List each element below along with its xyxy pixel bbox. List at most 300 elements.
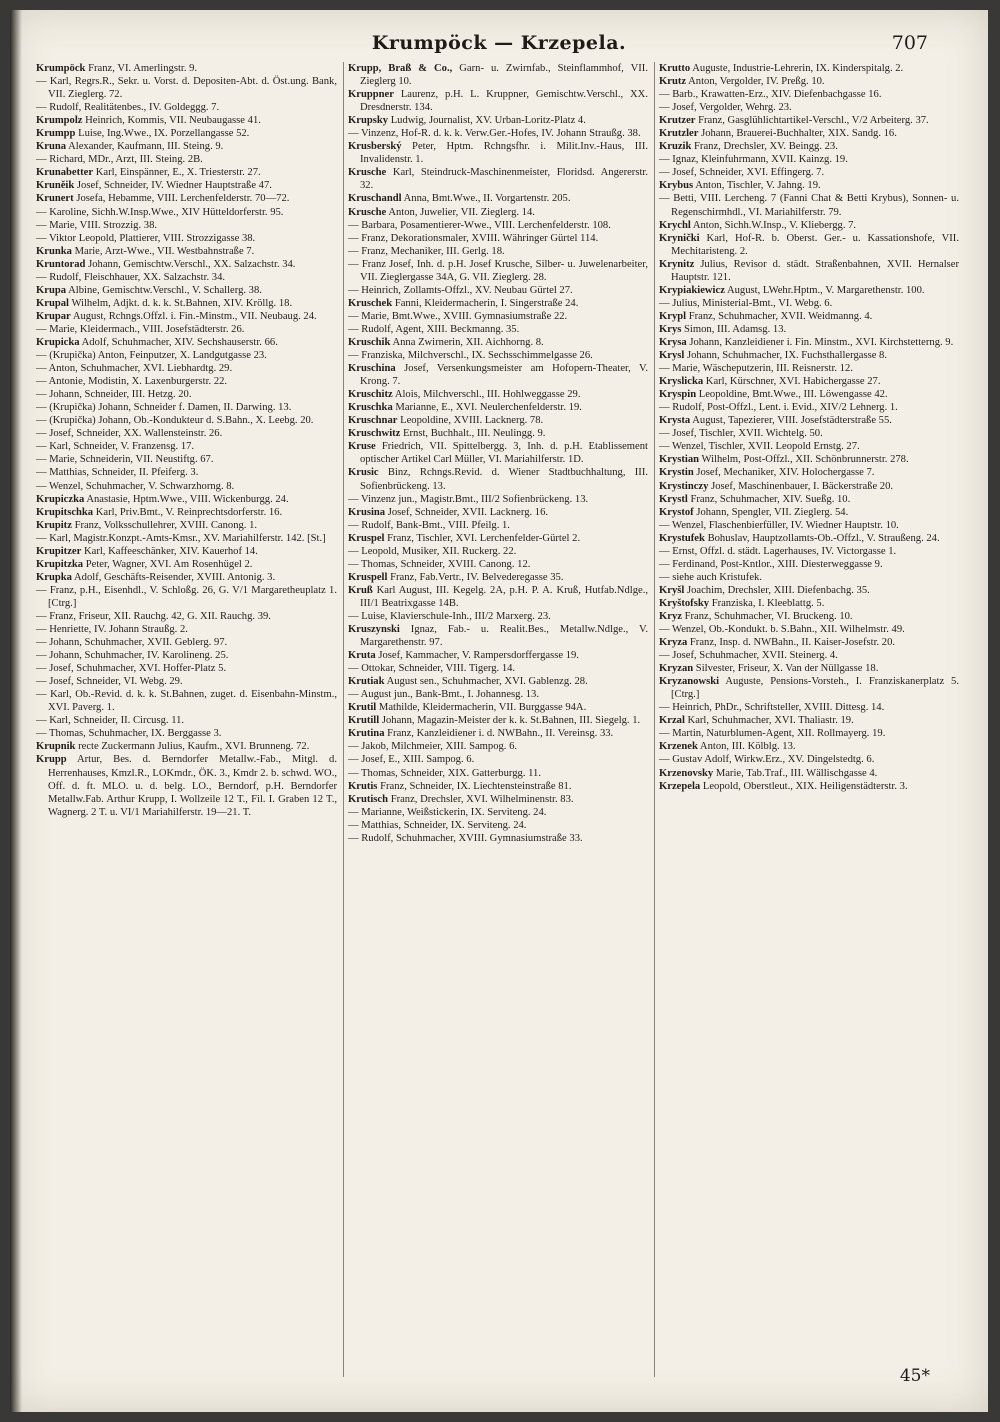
entry-details: Friedrich, VII. Spittelbergg. 3, Inh. d. p.H. Etablissement optischer Artikel Carl Müller, VI. Mariahilferstr. 1D.: [360, 441, 648, 466]
entry-details: Franz, Tischler, XVI. Lerchenfelder-Gürtel 2.: [387, 532, 581, 544]
directory-entry: [348, 362, 648, 388]
entry-surname: Krupsky: [348, 115, 389, 127]
directory-entry: [348, 610, 648, 623]
entry-surname: Krusberský: [348, 141, 402, 153]
page-header: [10, 32, 988, 62]
entry-surname: Kruschina: [348, 363, 396, 375]
directory-entry: [36, 349, 337, 362]
entry-details: Garn- u. Zwirnfab., Steinflammhof, VII. Zieglerg 10.: [360, 63, 648, 88]
directory-entry: [36, 493, 337, 506]
directory-entry: [36, 336, 337, 349]
entry-details: — Marie, Wäscheputzerin, III. Reisnerstr. 12.: [659, 363, 853, 375]
directory-entry: [348, 623, 648, 649]
directory-entry: [36, 232, 337, 245]
entry-details: Anna Zwirnerin, XII. Aichhorng. 8.: [392, 336, 544, 348]
directory-entry: [659, 232, 959, 258]
entry-surname: Krutiak: [348, 676, 385, 688]
entry-details: Mathilde, Kleidermacherin, VII. Burggasse 94A.: [378, 702, 587, 714]
entry-surname: Krzenovsky: [659, 767, 714, 779]
entry-details: — Josef, Schneider, VI. Webg. 29.: [36, 676, 183, 688]
entry-surname: Krystufek: [659, 532, 705, 544]
entry-surname: Krunka: [36, 245, 72, 257]
entry-details: Johann, Kanzleidiener i. Fin. Minstm., XVI. Kirchstetterng. 9.: [689, 336, 954, 348]
entry-details: — Wenzel, Schuhmacher, V. Schwarzhorng. 8.: [36, 480, 235, 492]
entry-surname: Krusche: [348, 206, 387, 218]
directory-entry: [659, 297, 959, 310]
entry-details: — Luise, Klavierschule-Inh., III/2 Marxerg. 23.: [348, 610, 551, 622]
entry-details: Anton, III. Kölblg. 13.: [699, 741, 796, 753]
directory-entry: [348, 140, 648, 166]
entry-surname: Kryza: [659, 637, 688, 649]
entry-surname: Krystl: [659, 493, 688, 505]
entry-details: Franz, VI. Amerlingstr. 9.: [88, 63, 198, 74]
entry-details: — (Krupička) Anton, Feinputzer, X. Landgutgasse 23.: [36, 350, 267, 362]
directory-entry: [659, 662, 959, 675]
directory-entry: [348, 819, 648, 832]
directory-entry: [36, 558, 337, 571]
directory-entry: [348, 310, 648, 323]
directory-entry: [36, 740, 337, 753]
directory-entry: [659, 519, 959, 532]
entry-details: Anton, Sichh.W.Insp., V. Kliebergg. 7.: [692, 219, 857, 231]
entry-details: — Rudolf, Schuhmacher, XVIII. Gymnasiumstraße 33.: [348, 832, 583, 844]
entry-details: — Heinrich, Zollamts-Offzl., XV. Neubau Gürtel 27.: [348, 284, 573, 296]
directory-entry: [348, 740, 648, 753]
directory-entry: [659, 127, 959, 140]
directory-entry: [659, 780, 959, 793]
entry-details: August, Rchngs.Offzl. i. Fin.-Minstm., VII. Neubaug. 24.: [72, 310, 317, 322]
entry-surname: Krypl: [659, 310, 687, 322]
entry-details: Simon, III. Adamsg. 13.: [684, 323, 787, 335]
directory-entry: [348, 571, 648, 584]
entry-details: — Franz, p.H., Eisenhdl., V. Schloßg. 26, G. V/1 Margaretheuplatz 1. [Ctrg.]: [36, 584, 337, 609]
directory-entry: [36, 727, 337, 740]
directory-entry: [348, 519, 648, 532]
entry-details: Laurenz, p.H. L. Kruppner, Gemischtw.Verschl., XX. Dresdnerstr. 134.: [360, 89, 648, 114]
entry-surname: Krupnik: [36, 741, 76, 753]
directory-entry: [659, 88, 959, 101]
entry-details: Silvester, Friseur, X. Van der Nüllgasse 18.: [695, 663, 879, 675]
entry-details: — Thomas, Schneider, XVIII. Canong. 12.: [348, 558, 531, 570]
directory-entry: [348, 584, 648, 610]
directory-entry: [659, 767, 959, 780]
entry-surname: Krupitschka: [36, 506, 94, 518]
directory-entry: [659, 388, 959, 401]
directory-entry: [659, 597, 959, 610]
entry-surname: Kryzan: [659, 663, 694, 675]
entry-details: — Antonie, Modistin, X. Laxenburgerstr. 22.: [36, 376, 228, 388]
entry-details: Anna, Bmt.Wwe., II. Vorgartenstr. 205.: [403, 193, 571, 205]
entry-details: — Matthias, Schneider, IX. Serviteng. 24.: [348, 819, 527, 831]
entry-surname: Krumpp: [36, 128, 76, 140]
directory-entry: [36, 519, 337, 532]
directory-entry: [348, 88, 648, 114]
entry-details: — Josef, Schuhmacher, XVI. Hoffer-Platz 5.: [36, 663, 227, 675]
entry-surname: Krysta: [659, 415, 691, 427]
entry-details: Franz, Fab.Vertr., IV. Belvederegasse 35.: [390, 571, 564, 583]
directory-entry: [348, 832, 648, 845]
directory-entry: [659, 506, 959, 519]
entry-surname: Krzenek: [659, 741, 698, 753]
entry-details: Luise, Ing.Wwe., IX. Porzellangasse 52.: [78, 128, 250, 140]
directory-entry: [659, 610, 959, 623]
directory-entry: [36, 140, 337, 153]
directory-entry: [348, 466, 648, 492]
entry-details: — Franziska, Milchverschl., IX. Sechsschimmelgasse 26.: [348, 350, 593, 362]
directory-entry: [36, 127, 337, 140]
entry-surname: Krychl: [659, 219, 691, 231]
entry-details: Franz, Schuhmacher, VI. Bruckeng. 10.: [684, 610, 853, 622]
entry-details: — Henriette, IV. Johann Straußg. 2.: [36, 624, 188, 636]
entry-details: Wilhelm, Adjkt. d. k. k. St.Bahnen, XIV. Kröllg. 18.: [71, 297, 293, 309]
entry-surname: Kruse: [348, 441, 376, 453]
directory-entry: [348, 688, 648, 701]
entry-details: Karl, Kaffeeschänker, XIV. Kauerhof 14.: [83, 545, 258, 557]
directory-entry: [36, 480, 337, 493]
entry-details: Josef, Kammacher, V. Rampersdorffergasse 19.: [378, 650, 579, 662]
directory-entry: [659, 740, 959, 753]
directory-entry: [36, 532, 337, 545]
directory-entry: [659, 336, 959, 349]
directory-entry: [659, 362, 959, 375]
entry-details: Ignaz, Fab.- u. Realit.Bes., Metallw.Ndlge., V. Margarethenstr. 97.: [360, 624, 648, 649]
entry-surname: Krupal: [36, 297, 69, 309]
directory-entry: [348, 232, 648, 245]
entry-details: — Wenzel, Tischler, XVII. Leopold Ernstg. 27.: [659, 441, 860, 453]
entry-surname: Krysa: [659, 336, 687, 348]
entry-details: Franz, Schuhmacher, XVII. Weidmanng. 4.: [688, 310, 873, 322]
entry-details: Marianne, E., XVI. Neulerchenfelderstr. 19.: [395, 402, 582, 414]
directory-entry: [36, 284, 337, 297]
entry-surname: Krzal: [659, 715, 685, 727]
entry-details: Alois, Milchverschl., III. Hohlweggasse 29.: [394, 389, 581, 401]
entry-surname: Krupp, Braß & Co.,: [348, 63, 453, 74]
directory-entry: [659, 375, 959, 388]
entry-details: — Josef, E., XIII. Sampog. 6.: [348, 754, 475, 766]
column-left: [32, 62, 343, 1377]
directory-entry: [659, 258, 959, 284]
entry-details: — Barb., Krawatten-Erz., XIV. Diefenbachgasse 16.: [659, 89, 882, 101]
entry-surname: Krupicka: [36, 336, 80, 348]
directory-entry: [348, 336, 648, 349]
entry-details: — Josef, Vergolder, Wehrg. 23.: [659, 102, 792, 114]
directory-entry: [659, 179, 959, 192]
directory-entry: [659, 140, 959, 153]
directory-entry: [36, 114, 337, 127]
entry-details: Anastasie, Hptm.Wwe., VIII. Wickenburgg. 24.: [86, 493, 289, 505]
directory-entry: [36, 297, 337, 310]
entry-surname: Krutto: [659, 63, 691, 74]
entry-surname: Krysl: [659, 350, 685, 362]
directory-entry: [348, 806, 648, 819]
directory-entry: [348, 649, 648, 662]
entry-surname: Krupiczka: [36, 493, 85, 505]
entry-details: Johann, Brauerei-Buchhalter, XIX. Sandg. 16.: [701, 128, 897, 140]
directory-entry: [348, 532, 648, 545]
directory-entry: [348, 753, 648, 766]
entry-surname: Krutina: [348, 728, 385, 740]
entry-details: — Rudolf, Realitätenbes., IV. Goldeggg. 7.: [36, 102, 220, 114]
entry-surname: Kruněik: [36, 180, 75, 192]
directory-entry: [36, 166, 337, 179]
entry-details: Karl, Kürschner, XVI. Habichergasse 27.: [705, 376, 881, 388]
entry-details: — Jakob, Milchmeier, XIII. Sampog. 6.: [348, 741, 518, 753]
entry-details: Franz, Schuhmacher, XIV. Sueßg. 10.: [690, 493, 851, 505]
entry-surname: Krutisch: [348, 793, 389, 805]
entry-details: — Franz, Friseur, XII. Rauchg. 42, G. XII. Rauchg. 39.: [36, 610, 271, 622]
entry-details: — Vinzenz, Hof-R. d. k. k. Verw.Ger.-Hofes, IV. Johann Straußg. 38.: [348, 128, 641, 140]
entry-details: Leopold, Oberstleut., XIX. Heiligenstädterstr. 3.: [702, 780, 908, 792]
entry-surname: Krupar: [36, 310, 71, 322]
directory-entry: [659, 623, 959, 636]
entry-details: — Franz, Dekorationsmaler, XVIII. Währinger Gürtel 114.: [348, 232, 599, 244]
directory-entry: [36, 610, 337, 623]
directory-entry: [36, 545, 337, 558]
entry-details: — Barbara, Posamentierer-Wwe., VIII. Lerchenfelderstr. 108.: [348, 219, 611, 231]
directory-entry: [659, 714, 959, 727]
directory-entry: [348, 414, 648, 427]
directory-entry: [659, 558, 959, 571]
page-title: Krumpöck — Krzepela.: [371, 32, 627, 54]
entry-details: Karl, Schuhmacher, XVI. Thaliastr. 19.: [687, 715, 854, 727]
entry-surname: Krunert: [36, 193, 74, 205]
entry-surname: Krupitzka: [36, 558, 84, 570]
directory-entry: [348, 245, 648, 258]
entry-details: Franz, Drechsler, XV. Beingg. 23.: [694, 141, 838, 153]
directory-entry: [36, 427, 337, 440]
entry-details: — Karl, Schneider, II. Circusg. 11.: [36, 715, 185, 727]
entry-surname: Krupa: [36, 284, 67, 296]
entry-details: Anton, Vergolder, IV. Preßg. 10.: [688, 76, 825, 88]
entry-details: Karl, Steindruck-Maschinenmeister, Floridsd. Angererstr. 32.: [360, 167, 648, 192]
entry-surname: Kruß: [348, 584, 373, 596]
directory-entry: [659, 284, 959, 297]
directory-entry: [348, 558, 648, 571]
entry-details: Franz, Drechsler, XVI. Wilhelminenstr. 83.: [390, 793, 574, 805]
directory-entry: [36, 62, 337, 75]
entry-details: Ernst, Buchhalt., III. Neulingg. 9.: [403, 428, 546, 440]
entry-surname: Krunabetter: [36, 167, 94, 179]
entry-details: — Rudolf, Agent, XIII. Beckmanng. 35.: [348, 323, 520, 335]
directory-entry: [36, 153, 337, 166]
directory-entry: [36, 440, 337, 453]
entry-surname: Kruta: [348, 650, 376, 662]
directory-entry: [659, 675, 959, 701]
directory-entry: [659, 571, 959, 584]
directory-entry: [36, 623, 337, 636]
entry-details: — Wenzel, Ob.-Kondukt. b. S.Bahn., XII. Wilhelmstr. 49.: [659, 624, 905, 636]
entry-details: Peter, Wagner, XVI. Am Rosenhügel 2.: [85, 558, 253, 570]
directory-entry: [348, 166, 648, 192]
entry-details: — Leopold, Musiker, XII. Ruckerg. 22.: [348, 545, 517, 557]
entry-details: — Marie, Schneiderin, VII. Neustiftg. 67.: [36, 454, 214, 466]
entry-surname: Kruspell: [348, 571, 388, 583]
entry-surname: Krumpolz: [36, 115, 83, 127]
directory-entry: [348, 401, 648, 414]
entry-details: Adolf, Geschäfts-Reisender, XVIII. Antonig. 3.: [74, 571, 276, 583]
directory-entry: [659, 114, 959, 127]
directory-entry: [348, 427, 648, 440]
entry-surname: Kryz: [659, 610, 682, 622]
entry-surname: Krystian: [659, 454, 700, 466]
directory-entry: [36, 75, 337, 101]
directory-entry: [36, 401, 337, 414]
entry-details: — Rudolf, Fleischhauer, XX. Salzachstr. 34.: [36, 271, 226, 283]
directory-entry: [659, 192, 959, 218]
entry-details: — Martin, Naturblumen-Agent, XII. Rollmayerg. 19.: [659, 728, 886, 740]
entry-details: — (Krupička) Johann, Schneider f. Damen, II. Darwing. 13.: [36, 402, 292, 414]
entry-surname: Kruzik: [659, 141, 692, 153]
directory-entry: [659, 323, 959, 336]
page-number: 707: [891, 32, 928, 54]
entry-surname: Kryšl: [659, 584, 685, 596]
entry-details: — Franz, Mechaniker, III. Gerlg. 18.: [348, 245, 505, 257]
entry-details: Bohuslav, Hauptzollamts-Ob.-Offzl., V. Straußeng. 24.: [707, 532, 940, 544]
directory-entry: [659, 166, 959, 179]
entry-details: Josef, Versenkungsmeister am Hofopern-Theater, V. Krong. 7.: [360, 363, 648, 388]
entry-details: Albine, Gemischtw.Verschl., V. Schallerg. 38.: [68, 284, 262, 296]
entry-details: — Ernst, Offzl. d. städt. Lagerhauses, IV. Victorgasse 1.: [659, 545, 897, 557]
directory-entry: [36, 362, 337, 375]
entry-details: Leopoldine, Bmt.Wwe., III. Löwengasse 42.: [698, 389, 888, 401]
entry-columns: [32, 62, 966, 1377]
directory-entry: [348, 506, 648, 519]
directory-entry: [36, 753, 337, 818]
entry-details: Franz, Gasglühlichtartikel-Verschl., V/2 Arbeiterg. 37.: [698, 115, 929, 127]
entry-surname: Krutill: [348, 715, 380, 727]
entry-details: Karl, Einspänner, E., X. Triesterstr. 27.: [95, 167, 261, 179]
directory-entry: [659, 545, 959, 558]
directory-entry: [659, 532, 959, 545]
directory-entry: [659, 466, 959, 479]
entry-details: — Thomas, Schneider, XIX. Gatterburgg. 11.: [348, 767, 541, 779]
directory-entry: [659, 584, 959, 597]
entry-details: — Karl, Magistr.Konzpt.-Amts-Kmsr., XV. Mariahilferstr. 142. [St.]: [36, 532, 326, 544]
directory-entry: [348, 675, 648, 688]
directory-entry: [348, 545, 648, 558]
directory-entry: [348, 127, 648, 140]
entry-surname: Krynitz: [659, 258, 695, 270]
entry-details: — Johann, Schuhmacher, XVII. Geblerg. 97.: [36, 637, 228, 649]
entry-surname: Kruppner: [348, 89, 394, 101]
directory-entry: [659, 219, 959, 232]
entry-details: — Anton, Schuhmacher, XVI. Liebhardtg. 29.: [36, 363, 233, 375]
entry-details: Karl August, III. Kegelg. 2A, p.H. P. A. Kruß, Hutfab.Ndlge., III/1 Beatrixgasse 14B.: [360, 584, 648, 609]
directory-entry: [36, 649, 337, 662]
directory-entry: [36, 271, 337, 284]
entry-details: Ludwig, Journalist, XV. Urban-Loritz-Platz 4.: [390, 115, 586, 127]
entry-details: Marie, Tab.Traf., III. Wällischgasse 4.: [715, 767, 878, 779]
entry-details: — Wenzel, Flaschenbierfüller, IV. Wiedner Hauptstr. 10.: [659, 519, 899, 531]
directory-entry: [36, 192, 337, 205]
entry-details: — Marie, Bmt.Wwe., XVIII. Gymnasiumstraße 22.: [348, 310, 568, 322]
entry-details: — Franz Josef, Inh. d. p.H. Josef Krusche, Silber- u. Juwelenarbeiter, VII. Zieglergasse 34A, G. VII. Zieglerg. 28.: [348, 258, 648, 283]
directory-entry: [348, 714, 648, 727]
directory-entry: [36, 636, 337, 649]
entry-details: Leopoldine, XVIII. Lacknerg. 78.: [400, 415, 544, 427]
entry-surname: Krynički: [659, 232, 700, 244]
directory-entry: [659, 636, 959, 649]
entry-details: — Julius, Ministerial-Bmt., VI. Webg. 6.: [659, 297, 833, 309]
entry-details: Auguste, Pensions-Vorsteh., I. Franziskanerplatz 5. [Ctrg.]: [671, 676, 959, 701]
entry-surname: Krystin: [659, 467, 694, 479]
entry-details: — Rudolf, Post-Offzl., Lent. i. Evid., XIV/2 Lehnerg. 1.: [659, 402, 898, 414]
entry-details: — Josef, Tischler, XVII. Wichtelg. 50.: [659, 428, 823, 440]
column-middle: [343, 62, 654, 1377]
entry-surname: Krybus: [659, 180, 694, 192]
entry-surname: Krutzer: [659, 115, 696, 127]
entry-details: Karl, Priv.Bmt., V. Reinprechtsdorferstr. 16.: [95, 506, 283, 518]
entry-surname: Kruschnar: [348, 415, 398, 427]
directory-entry: [36, 688, 337, 714]
entry-surname: Krutis: [348, 780, 378, 792]
directory-entry: [36, 714, 337, 727]
entry-surname: Kryštofsky: [659, 597, 710, 609]
directory-entry: [348, 440, 648, 466]
entry-surname: Kryslicka: [659, 376, 704, 388]
directory-entry: [348, 793, 648, 806]
entry-details: Franz, Schneider, IX. Liechtensteinstraße 81.: [380, 780, 572, 792]
directory-entry: [36, 388, 337, 401]
directory-entry: [348, 727, 648, 740]
directory-entry: [348, 388, 648, 401]
entry-details: — Ferdinand, Post-Kntlor., XIII. Diesterweggasse 9.: [659, 558, 883, 570]
directory-entry: [348, 114, 648, 127]
entry-details: Franz, Volksschullehrer, XVIII. Canong. 1.: [74, 519, 258, 531]
directory-entry: [348, 701, 648, 714]
directory-entry: [348, 206, 648, 219]
entry-details: Johann, Schuhmacher, IX. Fuchsthallergasse 8.: [686, 350, 887, 362]
directory-entry: [348, 284, 648, 297]
directory-entry: [36, 323, 337, 336]
entry-details: Auguste, Industrie-Lehrerin, IX. Kinderspitalg. 2.: [692, 63, 904, 74]
entry-details: Artur, Bes. d. Berndorfer Metallw.-Fab., Mitgl. d. Herrenhauses, Kmzl.R., LOKmdr., ÖK. 3., Kmdr 2. b. schwd. WO., Off. d. ft. MLO. u. d. belg. LO., Berndorf, p.H. Berndorfer Metallw.Fab. Arthur Krupp, I. Wollzeile 12 T., Fil. I. Graben 12 T., Wagnerg. 2 T. u. VI/1 Mariahilferstr. 19—21. T.: [48, 754, 337, 818]
directory-entry: [659, 101, 959, 114]
entry-details: — Marie, Kleidermach., VIII. Josefstädterstr. 26.: [36, 323, 245, 335]
entry-details: August, Tapezierer, VIII. Josefstädterstraße 55.: [692, 415, 892, 427]
directory-entry: [36, 179, 337, 192]
entry-surname: Krystof: [659, 506, 694, 518]
entry-details: — Betti, VIII. Lercheng. 7 (Fanni Chat & Betti Krybus), Sonnen- u. Regenschirmhdl., VI. Mariahilferstr. 79.: [659, 193, 959, 218]
directory-entry: [659, 349, 959, 362]
directory-entry: [36, 310, 337, 323]
entry-surname: Kruspel: [348, 532, 385, 544]
directory-entry: [348, 297, 648, 310]
entry-details: — Richard, MDr., Arzt, III. Steing. 2B.: [36, 154, 203, 166]
directory-entry: [659, 649, 959, 662]
entry-surname: Kruschwitz: [348, 428, 401, 440]
directory-entry: [659, 480, 959, 493]
entry-details: — Marie, VIII. Strozzig. 38.: [36, 219, 158, 231]
entry-surname: Krutil: [348, 702, 377, 714]
directory-entry: [348, 767, 648, 780]
entry-details: Heinrich, Kommis, VII. Neubaugasse 41.: [85, 115, 261, 127]
entry-details: Anton, Tischler, V. Jahng. 19.: [695, 180, 821, 192]
entry-surname: Kruschandl: [348, 193, 402, 205]
directory-entry: [659, 493, 959, 506]
directory-entry: [659, 440, 959, 453]
directory-entry: [659, 427, 959, 440]
signature-mark: 45*: [899, 1366, 930, 1386]
directory-entry: [36, 675, 337, 688]
entry-details: — Josef, Schneider, XVI. Effingerg. 7.: [659, 167, 825, 179]
directory-entry: [36, 219, 337, 232]
entry-details: Anton, Juwelier, VII. Zieglerg. 14.: [388, 206, 535, 218]
directory-entry: [36, 453, 337, 466]
directory-entry: [348, 349, 648, 362]
entry-details: — Johann, Schuhmacher, IV. Karolineng. 25.: [36, 650, 229, 662]
directory-entry: [36, 414, 337, 427]
